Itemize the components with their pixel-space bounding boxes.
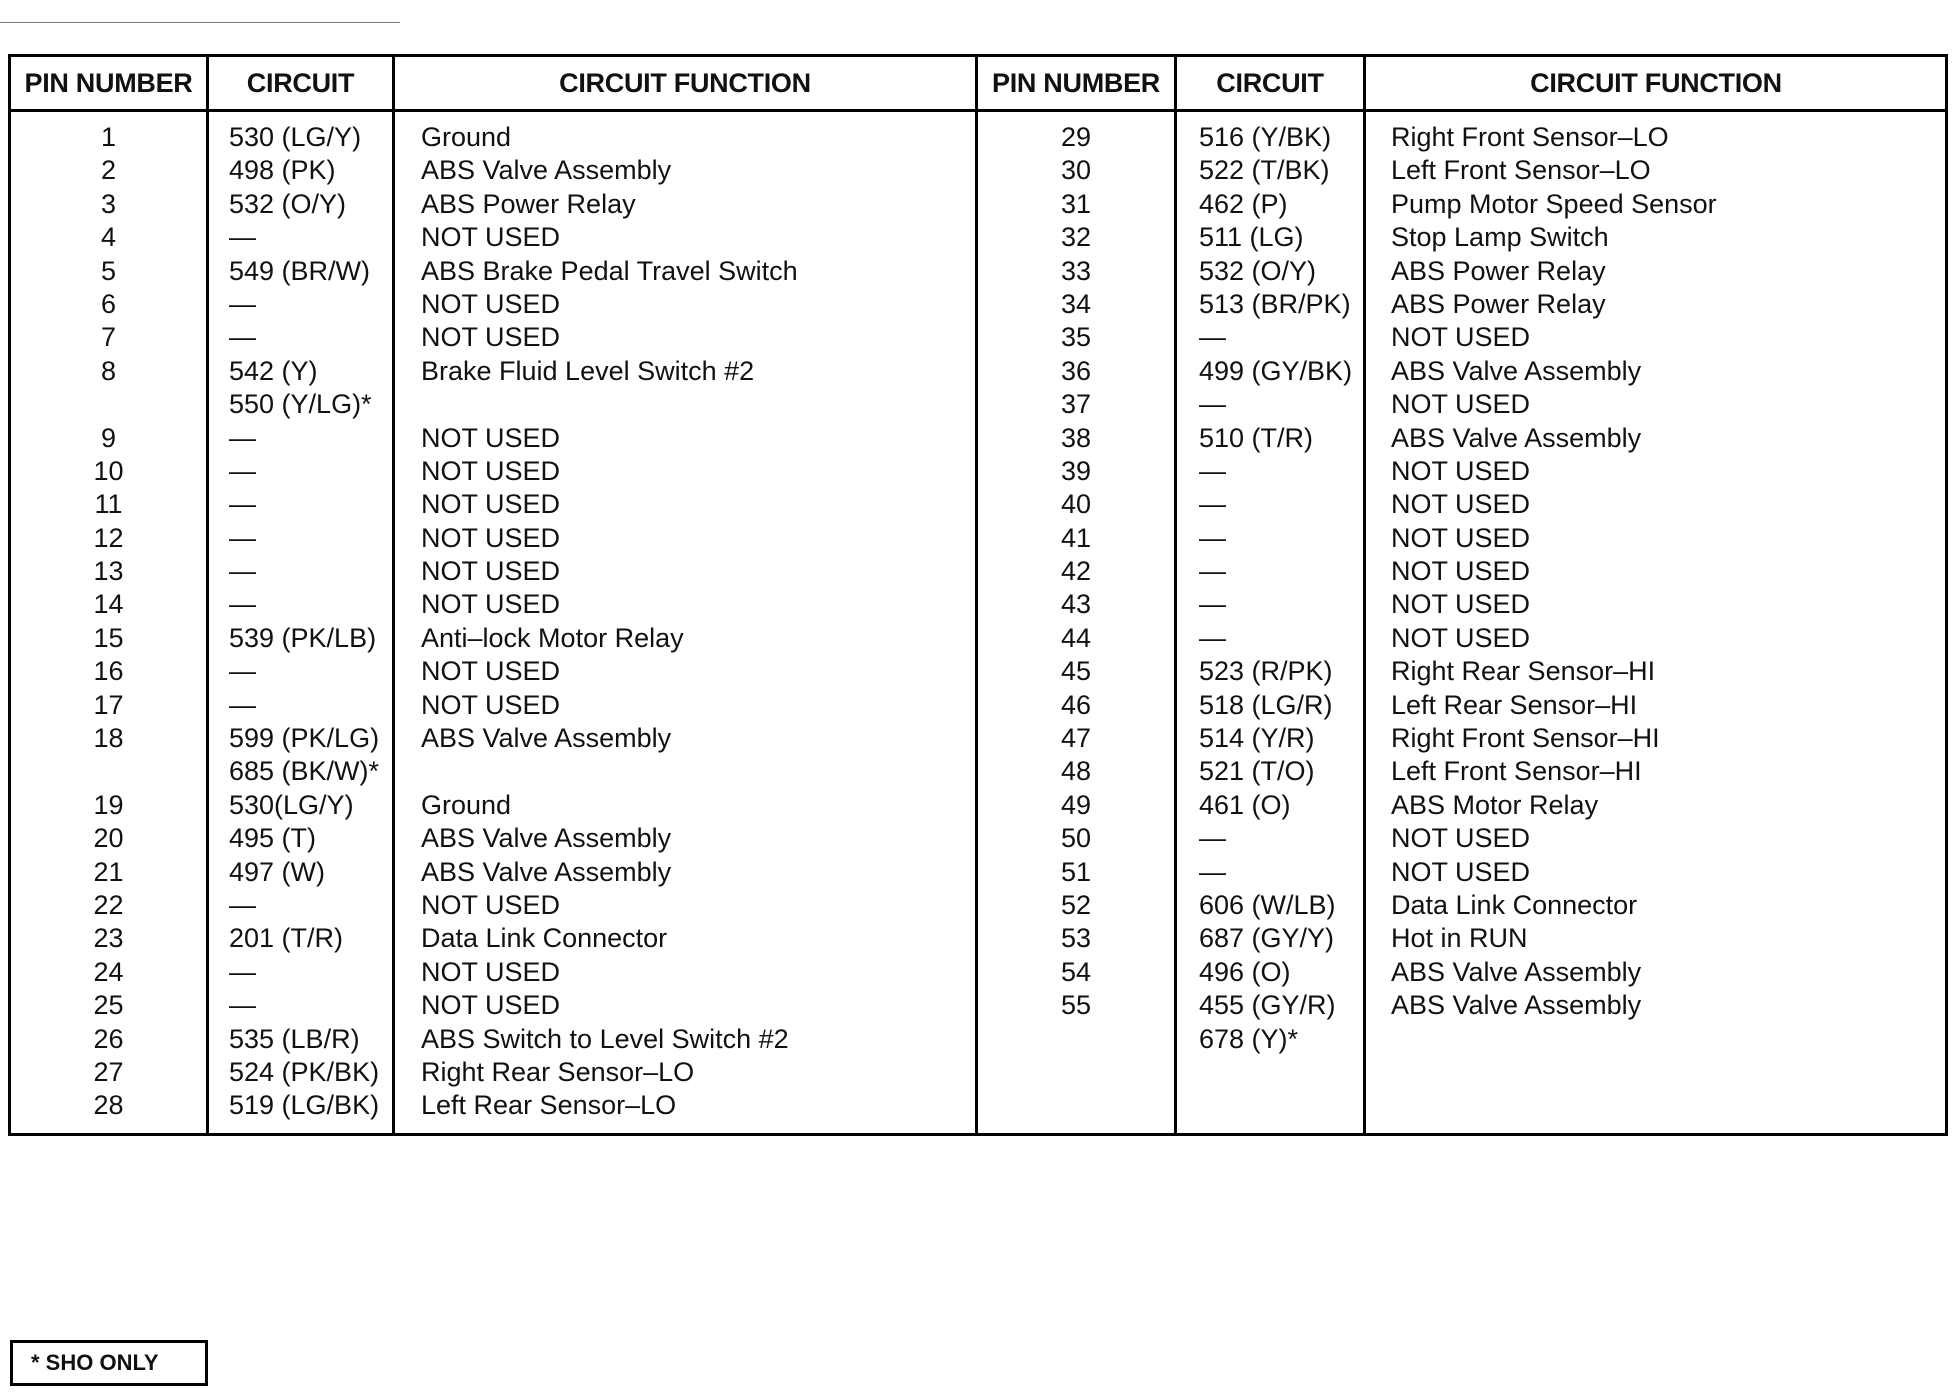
circuit-function-cell: ABS Brake Pedal Travel Switch [421, 255, 798, 286]
circuit-cell: 542 (Y) [229, 355, 318, 386]
circuit-function-cell: NOT USED [421, 889, 561, 920]
pin-table [8, 54, 1948, 1136]
circuit-cell: 499 (GY/BK) [1199, 355, 1353, 386]
circuit-cell: — [229, 656, 256, 687]
circuit-cell: 518 (LG/R) [1199, 689, 1333, 720]
table-row [11, 188, 1945, 221]
pin-number-cell: 2 [100, 155, 117, 186]
circuit-function-cell: Data Link Connector [1391, 889, 1638, 920]
table-row [11, 956, 1945, 989]
circuit-cell: — [229, 556, 256, 587]
pin-number-cell: 6 [100, 288, 117, 319]
pin-number-cell: 54 [1060, 956, 1092, 987]
circuit-cell: — [1199, 389, 1226, 420]
circuit-cell: 550 (Y/LG)* [229, 389, 372, 420]
pin-number-cell: 51 [1060, 856, 1092, 887]
header-pin-number-right: PIN NUMBER [991, 67, 1160, 98]
table-row [11, 989, 1945, 1022]
table-row [11, 1089, 1945, 1122]
table-row [11, 1056, 1945, 1089]
table-row [11, 689, 1945, 722]
table-row [11, 622, 1945, 655]
table-row [11, 722, 1945, 755]
circuit-cell: — [1199, 489, 1226, 520]
circuit-function-cell: Ground [421, 789, 512, 820]
circuit-cell: 530(LG/Y) [229, 789, 354, 820]
header-circuit-left: CIRCUIT [246, 67, 355, 98]
circuit-cell: 519 (LG/BK) [229, 1090, 380, 1121]
pin-number-cell: 37 [1060, 389, 1092, 420]
circuit-function-cell: ABS Switch to Level Switch #2 [421, 1023, 789, 1054]
pin-number-cell: 43 [1060, 589, 1092, 620]
table-row [11, 488, 1945, 521]
circuit-function-cell: Right Front Sensor–LO [1391, 122, 1669, 152]
circuit-function-cell: Stop Lamp Switch [1391, 222, 1609, 253]
pin-number-cell: 46 [1060, 689, 1092, 720]
circuit-function-cell: Right Rear Sensor–HI [1391, 656, 1656, 687]
circuit-cell: — [229, 422, 256, 453]
circuit-function-cell: NOT USED [421, 322, 561, 353]
circuit-cell: — [229, 489, 256, 520]
table-row [11, 288, 1945, 321]
circuit-cell: 497 (W) [229, 856, 326, 887]
circuit-cell: 511 (LG) [1199, 222, 1304, 253]
circuit-cell: 498 (PK) [229, 155, 336, 186]
pin-number-cell: 10 [93, 455, 124, 486]
circuit-cell: — [1199, 455, 1226, 486]
circuit-cell: 513 (BR/PK) [1199, 288, 1351, 319]
pin-number-cell: 17 [93, 689, 124, 720]
circuit-function-cell: NOT USED [1391, 489, 1531, 520]
pin-number-cell: 29 [1060, 122, 1092, 152]
circuit-cell: — [229, 455, 256, 486]
circuit-cell: 524 (PK/BK) [229, 1056, 380, 1087]
header-divider [11, 109, 1945, 112]
circuit-cell: — [229, 689, 256, 720]
pin-number-cell: 44 [1060, 622, 1092, 653]
pin-number-cell: 32 [1060, 222, 1092, 253]
circuit-function-cell: NOT USED [421, 522, 561, 553]
pin-number-cell: 13 [93, 556, 124, 587]
pin-number-cell: 4 [100, 222, 117, 253]
pin-number-cell: 8 [100, 355, 117, 386]
pin-number-cell: 25 [93, 990, 124, 1021]
circuit-cell: — [1199, 823, 1226, 854]
table-row [11, 822, 1945, 855]
circuit-cell: 530 (LG/Y) [229, 122, 362, 152]
circuit-function-cell: ABS Valve Assembly [1391, 990, 1642, 1021]
table-row [11, 755, 1945, 788]
circuit-cell: 455 (GY/R) [1199, 990, 1336, 1021]
circuit-function-cell: Right Front Sensor–HI [1391, 723, 1660, 754]
table-row [11, 856, 1945, 889]
pin-number-cell: 35 [1060, 322, 1092, 353]
circuit-function-cell: Hot in RUN [1391, 923, 1528, 954]
circuit-function-cell: NOT USED [421, 990, 561, 1021]
table-row [11, 422, 1945, 455]
header-circuit-right: CIRCUIT [1216, 67, 1324, 98]
circuit-cell: 685 (BK/W)* [229, 756, 380, 787]
circuit-cell: 514 (Y/R) [1199, 723, 1315, 754]
circuit-cell: — [1199, 556, 1226, 587]
pin-number-cell: 11 [94, 489, 123, 520]
circuit-function-cell: ABS Power Relay [1391, 288, 1606, 319]
pin-number-cell: 52 [1060, 889, 1092, 920]
circuit-cell: — [1199, 856, 1226, 887]
pin-number-cell: 14 [93, 589, 124, 620]
table-row [11, 555, 1945, 588]
circuit-cell: — [1199, 322, 1226, 353]
pin-number-cell: 18 [93, 723, 124, 754]
pin-number-cell: 49 [1060, 789, 1092, 820]
top-rule [0, 22, 400, 23]
circuit-function-cell: ABS Valve Assembly [421, 723, 672, 754]
circuit-cell: 532 (O/Y) [229, 188, 347, 219]
circuit-cell: — [1199, 589, 1226, 620]
pin-number-cell: 34 [1060, 288, 1092, 319]
circuit-function-cell: NOT USED [421, 455, 561, 486]
circuit-cell: — [229, 990, 256, 1021]
table-row [11, 221, 1945, 254]
table-row [11, 388, 1945, 421]
circuit-function-cell: ABS Power Relay [421, 188, 636, 219]
circuit-function-cell: NOT USED [421, 689, 561, 720]
circuit-function-cell: NOT USED [1391, 389, 1531, 420]
circuit-function-cell: NOT USED [421, 288, 561, 319]
circuit-cell: 678 (Y)* [1199, 1023, 1299, 1054]
pin-number-cell: 47 [1060, 723, 1092, 754]
circuit-function-cell: NOT USED [421, 956, 561, 987]
circuit-cell: 496 (O) [1199, 956, 1291, 987]
table-row [11, 455, 1945, 488]
pin-number-cell: 55 [1060, 990, 1092, 1021]
circuit-function-cell: Pump Motor Speed Sensor [1391, 188, 1717, 219]
circuit-function-cell: ABS Valve Assembly [421, 856, 672, 887]
pin-number-cell: 23 [93, 923, 124, 954]
circuit-cell: 462 (P) [1199, 188, 1288, 219]
pin-number-cell: 41 [1060, 522, 1092, 553]
circuit-cell: — [229, 889, 256, 920]
pin-number-cell: 40 [1060, 489, 1092, 520]
circuit-function-cell: NOT USED [1391, 522, 1531, 553]
circuit-cell: 523 (R/PK) [1199, 656, 1333, 687]
pin-number-cell: 7 [100, 322, 117, 353]
circuit-function-cell: Right Rear Sensor–LO [421, 1056, 695, 1087]
circuit-function-cell: NOT USED [1391, 622, 1531, 653]
circuit-function-cell: NOT USED [1391, 856, 1531, 887]
circuit-function-cell: ABS Power Relay [1391, 255, 1606, 286]
circuit-cell: — [229, 522, 256, 553]
circuit-function-cell: NOT USED [1391, 556, 1531, 587]
pin-number-cell: 42 [1060, 556, 1092, 587]
circuit-cell: 549 (BR/W) [229, 255, 371, 286]
circuit-function-cell: NOT USED [421, 589, 561, 620]
circuit-function-cell: Anti–lock Motor Relay [421, 622, 684, 653]
pin-number-cell: 21 [93, 856, 124, 887]
circuit-function-cell: Brake Fluid Level Switch #2 [421, 355, 755, 386]
circuit-function-cell: NOT USED [1391, 455, 1531, 486]
pin-number-cell: 24 [93, 956, 124, 987]
circuit-cell: — [1199, 522, 1226, 553]
circuit-function-cell: Left Rear Sensor–LO [421, 1090, 677, 1121]
circuit-cell: 495 (T) [229, 823, 317, 854]
circuit-cell: — [229, 322, 256, 353]
circuit-cell: — [229, 222, 256, 253]
circuit-function-cell: NOT USED [421, 222, 561, 253]
pin-number-cell: 20 [93, 823, 124, 854]
footnote-sho-only: * SHO ONLY [10, 1340, 208, 1386]
circuit-cell: 516 (Y/BK) [1199, 122, 1332, 152]
pin-number-cell: 27 [93, 1056, 124, 1087]
circuit-cell: 606 (W/LB) [1199, 889, 1336, 920]
circuit-cell: 201 (T/R) [229, 923, 344, 954]
circuit-function-cell: ABS Valve Assembly [1391, 956, 1642, 987]
pin-number-cell: 28 [93, 1090, 124, 1121]
pin-number-cell: 26 [93, 1023, 124, 1054]
circuit-function-cell: Ground [421, 122, 512, 152]
circuit-cell: 687 (GY/Y) [1199, 923, 1335, 954]
circuit-cell: — [229, 589, 256, 620]
circuit-cell: 521 (T/O) [1199, 756, 1315, 787]
circuit-cell: 510 (T/R) [1199, 422, 1314, 453]
pin-number-cell: 3 [100, 188, 117, 219]
circuit-function-cell: ABS Valve Assembly [421, 155, 672, 186]
circuit-function-cell: NOT USED [1391, 589, 1531, 620]
pin-number-cell: 12 [93, 522, 124, 553]
circuit-function-cell: NOT USED [1391, 823, 1531, 854]
pin-number-cell: 19 [93, 789, 124, 820]
table-row [11, 255, 1945, 288]
circuit-cell: 539 (PK/LB) [229, 622, 377, 653]
pin-number-cell: 1 [100, 122, 117, 152]
circuit-function-cell: Left Rear Sensor–HI [1391, 689, 1638, 720]
pin-number-cell: 31 [1060, 188, 1092, 219]
circuit-cell: 532 (O/Y) [1199, 255, 1317, 286]
pin-number-cell: 30 [1060, 155, 1092, 186]
circuit-cell: — [229, 956, 256, 987]
table-row [11, 789, 1945, 822]
pin-number-cell: 53 [1060, 923, 1092, 954]
pin-number-cell: 33 [1060, 255, 1092, 286]
header-circuit-function-left: CIRCUIT FUNCTION [559, 67, 811, 98]
circuit-function-cell: Data Link Connector [421, 923, 668, 954]
pin-number-cell: 48 [1060, 756, 1092, 787]
table-row [11, 588, 1945, 621]
circuit-function-cell: ABS Valve Assembly [1391, 355, 1642, 386]
circuit-function-cell: ABS Valve Assembly [1391, 422, 1642, 453]
circuit-cell: — [1199, 622, 1226, 653]
table-row [11, 321, 1945, 354]
pin-number-cell: 50 [1060, 823, 1092, 854]
table-row [11, 154, 1945, 187]
table-row [11, 1023, 1945, 1056]
circuit-cell: 522 (T/BK) [1199, 155, 1330, 186]
table-row [11, 355, 1945, 388]
circuit-function-cell: ABS Valve Assembly [421, 823, 672, 854]
circuit-cell: 535 (LB/R) [229, 1023, 360, 1054]
pin-number-cell: 39 [1060, 455, 1092, 486]
header-circuit-function-right: CIRCUIT FUNCTION [1530, 67, 1782, 98]
circuit-function-cell: NOT USED [421, 422, 561, 453]
pin-number-cell: 38 [1060, 422, 1092, 453]
circuit-function-cell: ABS Motor Relay [1391, 789, 1599, 820]
table-row [11, 889, 1945, 922]
table-row [11, 121, 1945, 154]
circuit-cell: 599 (PK/LG) [229, 723, 380, 754]
circuit-function-cell: Left Front Sensor–LO [1391, 155, 1651, 186]
pin-number-cell: 45 [1060, 656, 1092, 687]
circuit-function-cell: NOT USED [421, 556, 561, 587]
pin-number-cell: 36 [1060, 355, 1092, 386]
pin-number-cell: 15 [93, 622, 124, 653]
pin-number-cell: 9 [100, 422, 117, 453]
circuit-cell: 461 (O) [1199, 789, 1291, 820]
pin-number-cell: 16 [93, 656, 124, 687]
pin-number-cell: 22 [93, 889, 124, 920]
header-pin-number-left: PIN NUMBER [24, 67, 193, 98]
circuit-function-cell: NOT USED [421, 656, 561, 687]
circuit-function-cell: Left Front Sensor–HI [1391, 756, 1642, 787]
circuit-cell: — [229, 288, 256, 319]
table-row [11, 655, 1945, 688]
table-body [11, 121, 1945, 1123]
table-row [11, 922, 1945, 955]
circuit-function-cell: NOT USED [1391, 322, 1531, 353]
pin-number-cell: 5 [100, 255, 117, 286]
circuit-function-cell: NOT USED [421, 489, 561, 520]
table-row [11, 522, 1945, 555]
